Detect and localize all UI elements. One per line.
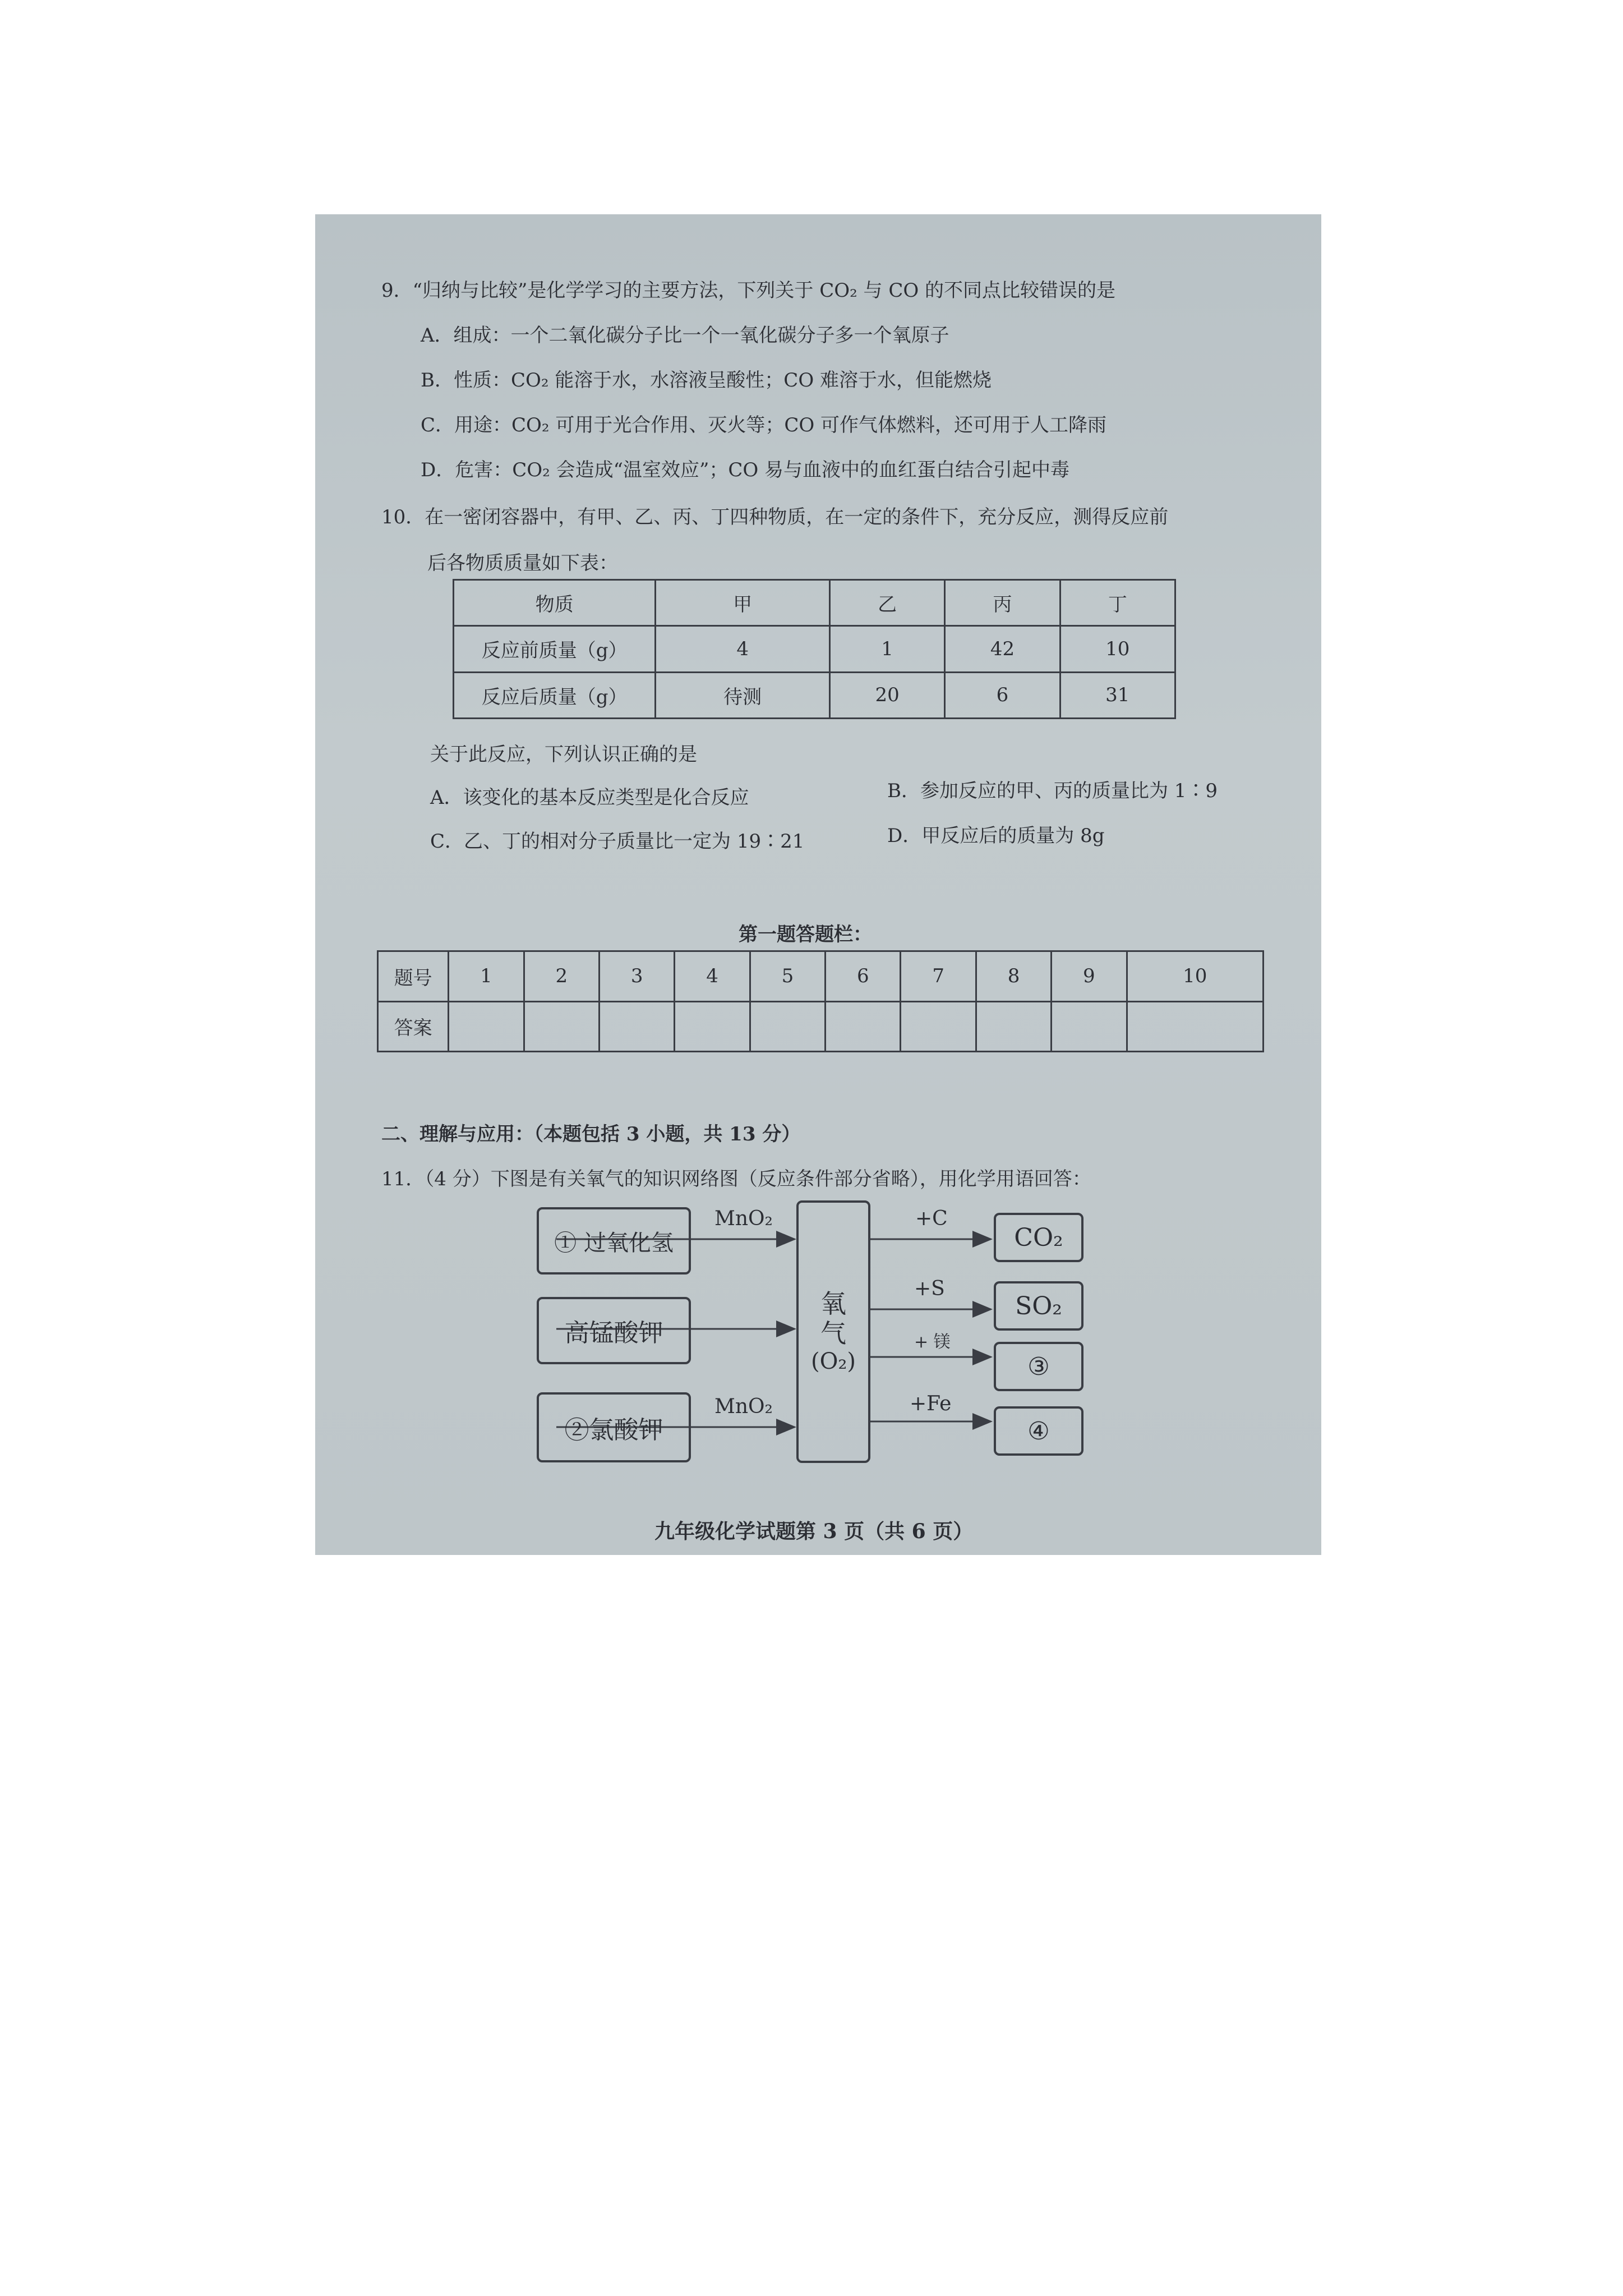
q10-stem-line1: 10．在一密闭容器中，有甲、乙、丙、丁四种物质，在一定的条件下，充分反应，测得反应前	[381, 506, 1169, 528]
q9-option-b: B．性质：CO₂ 能溶于水，水溶液呈酸性；CO 难溶于水，但能燃烧	[421, 369, 992, 392]
exam-page-photo	[315, 214, 1321, 1555]
table-cell: 1	[829, 626, 944, 672]
table-cell: 反应前质量（g）	[454, 626, 656, 672]
box-hydrogen-peroxide: ① 过氧化氢	[537, 1207, 691, 1274]
label-plus-s: +S	[914, 1277, 945, 1300]
question-number: 6	[826, 951, 901, 1002]
answer-sheet-title: 第一题答题栏：	[739, 923, 872, 946]
q9-stem: 9．“归纳与比较”是化学学习的主要方法，下列关于 CO₂ 与 CO 的不同点比较错误的是	[381, 279, 1116, 302]
table-cell: 反应后质量（g）	[454, 672, 656, 718]
question-number: 3	[600, 951, 675, 1002]
answer-row-label: 题号	[378, 951, 449, 1002]
table-header-cell: 物质	[454, 580, 656, 626]
q10-prompt: 关于此反应，下列认识正确的是	[430, 743, 697, 766]
label-mno2-top: MnO₂	[714, 1207, 773, 1230]
oxygen-formula: (O₂)	[810, 1348, 856, 1374]
q10-option-c: C．乙、丁的相对分子质量比一定为 19∶21	[430, 830, 805, 853]
q10-option-a: A．该变化的基本反应类型是化合反应	[430, 786, 749, 809]
table-header-cell: 甲	[656, 580, 830, 626]
table-cell: 31	[1060, 672, 1175, 718]
table-cell: 4	[656, 626, 830, 672]
q9-option-c: C．用途：CO₂ 可用于光合作用、灭火等；CO 可作气体燃料，还可用于人工降雨	[421, 414, 1107, 436]
oxygen-char-1: 氧	[820, 1289, 846, 1319]
q10-option-d: D．甲反应后的质量为 8g	[887, 825, 1105, 847]
question-number: 5	[750, 951, 825, 1002]
table-cell: 10	[1060, 626, 1175, 672]
question-number: 4	[675, 951, 750, 1002]
box-oxygen	[796, 1200, 870, 1463]
table-cell: 42	[945, 626, 1060, 672]
box-potassium-chlorate: ②氯酸钾	[537, 1392, 691, 1462]
table-header-cell: 丙	[945, 580, 1060, 626]
table-header-cell: 乙	[829, 580, 944, 626]
table-cell: 20	[829, 672, 944, 718]
box-blank-4: ④	[994, 1406, 1083, 1456]
table-cell: 6	[945, 672, 1060, 718]
question-number: 1	[449, 951, 524, 1002]
oxygen-network-diagram	[315, 214, 1321, 1555]
question-number: 8	[976, 951, 1051, 1002]
q9-option-d: D．危害：CO₂ 会造成“温室效应”；CO 易与血液中的血红蛋白结合引起中毒	[421, 459, 1070, 481]
box-potassium-permanganate: 高锰酸钾	[537, 1297, 691, 1364]
q9-option-a: A．组成：一个二氧化碳分子比一个一氧化碳分子多一个氧原子	[421, 324, 949, 347]
label-plus-c: +C	[915, 1207, 948, 1230]
question-number: 7	[901, 951, 976, 1002]
q10-option-b: B．参加反应的甲、丙的质量比为 1∶9	[887, 780, 1218, 802]
oxygen-char-2: 气	[820, 1318, 846, 1349]
question-number: 10	[1127, 951, 1263, 1002]
label-plus-fe: +Fe	[910, 1392, 952, 1415]
answer-row-label: 答案	[378, 1001, 449, 1052]
q10-stem-line2: 后各物质质量如下表：	[427, 552, 618, 574]
section-2-title: 二、理解与应用：（本题包括 3 小题，共 13 分）	[381, 1123, 801, 1145]
box-co2: CO₂	[994, 1213, 1083, 1262]
page-footer: 九年级化学试题第 3 页（共 6 页）	[654, 1520, 974, 1543]
question-number: 9	[1052, 951, 1127, 1002]
label-plus-mg: + 镁	[914, 1332, 951, 1352]
table-header-cell: 丁	[1060, 580, 1175, 626]
box-so2: SO₂	[994, 1281, 1083, 1331]
label-mno2-bottom: MnO₂	[714, 1395, 773, 1418]
q11-stem: 11．（4 分）下图是有关氧气的知识网络图（反应条件部分省略），用化学用语回答：	[381, 1168, 1091, 1190]
question-number: 2	[524, 951, 599, 1002]
box-blank-3: ③	[994, 1342, 1083, 1391]
table-cell: 待测	[656, 672, 830, 718]
